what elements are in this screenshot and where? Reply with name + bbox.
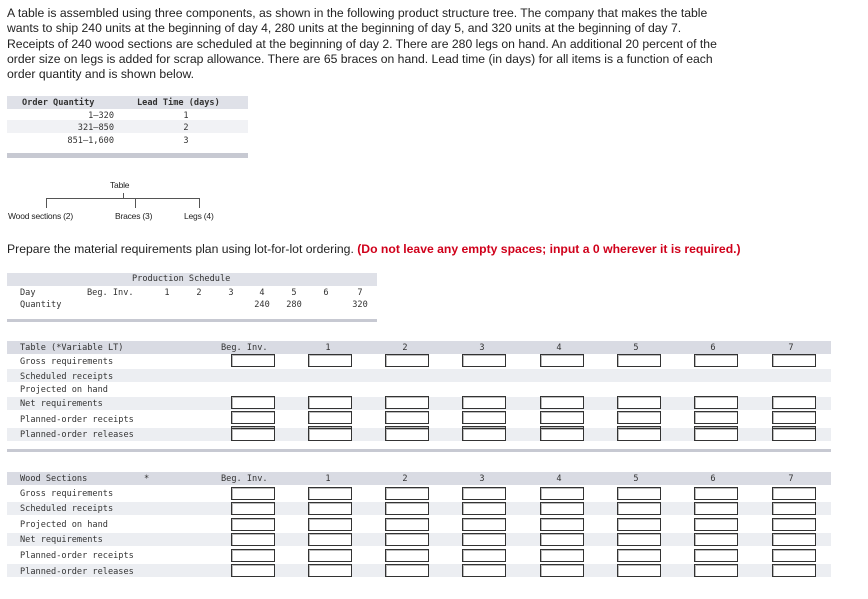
mrp-wood-input-r4-day7[interactable] (772, 533, 816, 546)
tree-node-legs: Legs (4) (184, 211, 214, 221)
instruction-warning: (Do not leave any empty spaces; input a 0 wherever it is required.) (357, 242, 741, 256)
mrp-table-input-r5-beg-inv[interactable] (231, 428, 275, 441)
mrp-wood-input-r5-day4[interactable] (540, 549, 584, 562)
lead-time-col-lt: Lead Time (days) (137, 98, 220, 108)
mrp-wood-day: 2 (402, 474, 408, 484)
mrp-table-input-r1-day7[interactable] (772, 354, 816, 367)
mrp-wood-input-r2-day3[interactable] (462, 502, 506, 515)
mrp-wood-input-r4-day2[interactable] (385, 533, 429, 546)
mrp-wood-row-label: Scheduled receipts (20, 504, 114, 514)
mrp-wood-input-r3-day5[interactable] (617, 518, 661, 531)
mrp-wood-input-r6-day3[interactable] (462, 564, 506, 577)
mrp-wood-input-r2-beg-inv[interactable] (231, 502, 275, 515)
mrp-wood-input-r1-day3[interactable] (462, 487, 506, 500)
mrp-wood-row-label: Projected on hand (20, 520, 108, 530)
schedule-footer-rule (7, 319, 377, 322)
lead-time-col-qty: Order Quantity (22, 98, 95, 108)
mrp-wood-day: 3 (479, 474, 485, 484)
mrp-wood-input-r2-day2[interactable] (385, 502, 429, 515)
lead-time-value: 2 (183, 123, 189, 133)
mrp-wood-day: 4 (556, 474, 562, 484)
mrp-wood-input-r2-day1[interactable] (308, 502, 352, 515)
mrp-table-day: 3 (479, 343, 485, 353)
mrp-wood-input-r2-day4[interactable] (540, 502, 584, 515)
mrp-table-day: 2 (402, 343, 408, 353)
mrp-table-input-r3-day7[interactable] (772, 411, 816, 424)
mrp-wood-input-r6-day4[interactable] (540, 564, 584, 577)
mrp-wood-input-r4-day3[interactable] (462, 533, 506, 546)
mrp-wood-input-r4-day4[interactable] (540, 533, 584, 546)
mrp-wood-input-r4-day6[interactable] (694, 533, 738, 546)
schedule-quantity: 240 (254, 300, 270, 310)
mrp-table-input-r1-day4[interactable] (540, 354, 584, 367)
mrp-wood-input-r1-day1[interactable] (308, 487, 352, 500)
mrp-wood-row-label: Gross requirements (20, 489, 114, 499)
mrp-table-row-label: Planned-order releases (20, 430, 134, 440)
mrp-table-input-r2-day7[interactable] (772, 396, 816, 409)
mrp-table-input-r2-day5[interactable] (617, 396, 661, 409)
mrp-table-input-r1-day1[interactable] (308, 354, 352, 367)
mrp-table-day: 6 (710, 343, 716, 353)
schedule-quantity-label: Quantity (20, 300, 62, 310)
mrp-wood-star: * (144, 474, 150, 484)
mrp-table-row-label: Net requirements (20, 399, 103, 409)
mrp-table-input-r2-day6[interactable] (694, 396, 738, 409)
mrp-table-input-r1-day6[interactable] (694, 354, 738, 367)
mrp-table-input-r1-day3[interactable] (462, 354, 506, 367)
tree-connector (199, 198, 200, 208)
mrp-wood-input-r3-day7[interactable] (772, 518, 816, 531)
mrp-table-day: 4 (556, 343, 562, 353)
mrp-table-input-r5-day3[interactable] (462, 428, 506, 441)
tree-root-label: Table (110, 180, 130, 190)
tree-connector (135, 198, 136, 208)
mrp-wood-input-r1-day6[interactable] (694, 487, 738, 500)
problem-line: order quantity and is shown below. (7, 67, 194, 82)
mrp-wood-input-r5-day6[interactable] (694, 549, 738, 562)
mrp-wood-input-r6-day1[interactable] (308, 564, 352, 577)
mrp-table-input-r3-day2[interactable] (385, 411, 429, 424)
row-band (7, 369, 831, 382)
mrp-wood-title: Wood Sections (20, 474, 88, 484)
mrp-table-input-r3-day6[interactable] (694, 411, 738, 424)
mrp-wood-input-r3-day4[interactable] (540, 518, 584, 531)
mrp-wood-day: 6 (710, 474, 716, 484)
lead-time-value: 1 (183, 111, 189, 121)
mrp-wood-input-r2-day6[interactable] (694, 502, 738, 515)
mrp-table-row-label: Planned-order receipts (20, 415, 134, 425)
mrp-wood-input-r1-day7[interactable] (772, 487, 816, 500)
lead-time-qty: 321–850 (77, 123, 114, 133)
schedule-quantity: 320 (352, 300, 368, 310)
mrp-table-row-label: Scheduled receipts (20, 372, 114, 382)
mrp-table-input-r3-day4[interactable] (540, 411, 584, 424)
mrp-wood-input-r6-day2[interactable] (385, 564, 429, 577)
mrp-table-footer-rule (7, 449, 831, 452)
mrp-table-input-r2-day4[interactable] (540, 396, 584, 409)
mrp-wood-input-r1-beg-inv[interactable] (231, 487, 275, 500)
lead-time-footer-rule (7, 153, 248, 158)
mrp-table-row-label: Gross requirements (20, 357, 114, 367)
mrp-table-input-r3-day5[interactable] (617, 411, 661, 424)
mrp-wood-input-r5-day2[interactable] (385, 549, 429, 562)
mrp-table-input-r3-day3[interactable] (462, 411, 506, 424)
mrp-table-input-r5-day4[interactable] (540, 428, 584, 441)
mrp-table-input-r5-day5[interactable] (617, 428, 661, 441)
mrp-table-day: 7 (788, 343, 794, 353)
instruction (7, 242, 741, 256)
tree-connector (46, 198, 47, 208)
mrp-table-input-r5-day1[interactable] (308, 428, 352, 441)
problem-line: A table is assembled using three components, as shown in the following product structure tree. The company that makes the table (7, 6, 708, 20)
tree-connector (46, 198, 200, 199)
mrp-table-input-r5-day2[interactable] (385, 428, 429, 441)
mrp-wood-input-r4-day5[interactable] (617, 533, 661, 546)
mrp-wood-row-label: Net requirements (20, 535, 103, 545)
mrp-wood-input-r3-beg-inv[interactable] (231, 518, 275, 531)
mrp-table-day: 1 (325, 343, 331, 353)
mrp-table-input-r5-day7[interactable] (772, 428, 816, 441)
mrp-table-input-r2-day1[interactable] (308, 396, 352, 409)
mrp-wood-input-r3-day2[interactable] (385, 518, 429, 531)
schedule-day: 6 (323, 288, 329, 298)
mrp-wood-input-r6-day5[interactable] (617, 564, 661, 577)
mrp-wood-input-r1-day2[interactable] (385, 487, 429, 500)
mrp-table-input-r3-day1[interactable] (308, 411, 352, 424)
mrp-wood-day: 1 (325, 474, 331, 484)
mrp-table-input-r1-beg-inv[interactable] (231, 354, 275, 367)
mrp-wood-day: 7 (788, 474, 794, 484)
problem-line: wants to ship 240 units at the beginning of day 4, 280 units at the beginning of day 5, and 320 units at the beginning of day 7. (7, 21, 682, 36)
schedule-day: 1 (164, 288, 170, 298)
mrp-wood-input-r6-day7[interactable] (772, 564, 816, 577)
mrp-wood-day: 5 (633, 474, 639, 484)
mrp-table-beg-inv-label: Beg. Inv. (221, 343, 268, 353)
problem-statement (7, 6, 857, 82)
mrp-wood-input-r4-beg-inv[interactable] (231, 533, 275, 546)
schedule-day: 3 (228, 288, 234, 298)
schedule-day-label: Day (20, 288, 36, 298)
lead-time-value: 3 (183, 136, 189, 146)
tree-node-wood: Wood sections (2) (8, 211, 73, 221)
mrp-wood-input-r3-day1[interactable] (308, 518, 352, 531)
mrp-wood-input-r3-day6[interactable] (694, 518, 738, 531)
problem-line: order size on legs is added for scrap allowance. There are 65 braces on hand. Lead time (in days) for all items is a function of each (7, 51, 713, 66)
mrp-wood-input-r5-day3[interactable] (462, 549, 506, 562)
mrp-table-input-r5-day6[interactable] (694, 428, 738, 441)
mrp-wood-input-r2-day5[interactable] (617, 502, 661, 515)
schedule-day: 2 (196, 288, 202, 298)
lead-time-qty: 851–1,600 (67, 136, 114, 146)
mrp-table-input-r2-beg-inv[interactable] (231, 396, 275, 409)
mrp-table-day: 5 (633, 343, 639, 353)
mrp-wood-input-r1-day4[interactable] (540, 487, 584, 500)
schedule-day: 5 (291, 288, 297, 298)
schedule-beg-inv-label: Beg. Inv. (87, 288, 134, 298)
schedule-day: 4 (259, 288, 265, 298)
tree-node-braces: Braces (3) (115, 211, 153, 221)
mrp-wood-input-r1-day5[interactable] (617, 487, 661, 500)
mrp-wood-beg-inv-label: Beg. Inv. (221, 474, 268, 484)
mrp-wood-input-r5-day1[interactable] (308, 549, 352, 562)
mrp-wood-row-label: Planned-order releases (20, 567, 134, 577)
mrp-wood-input-r2-day7[interactable] (772, 502, 816, 515)
mrp-wood-input-r3-day3[interactable] (462, 518, 506, 531)
schedule-title: Production Schedule (132, 274, 231, 284)
mrp-table-input-r2-day2[interactable] (385, 396, 429, 409)
mrp-wood-input-r5-beg-inv[interactable] (231, 549, 275, 562)
mrp-table-input-r1-day5[interactable] (617, 354, 661, 367)
schedule-quantity: 280 (286, 300, 302, 310)
mrp-table-input-r1-day2[interactable] (385, 354, 429, 367)
mrp-table-row-label: Projected on hand (20, 385, 108, 395)
mrp-wood-row-label: Planned-order receipts (20, 551, 134, 561)
instruction-text: Prepare the material requirements plan using lot-for-lot ordering. (7, 242, 354, 256)
mrp-table-title: Table (*Variable LT) (20, 343, 124, 353)
mrp-table-input-r2-day3[interactable] (462, 396, 506, 409)
mrp-wood-input-r6-beg-inv[interactable] (231, 564, 275, 577)
mrp-wood-input-r6-day6[interactable] (694, 564, 738, 577)
mrp-table-input-r3-beg-inv[interactable] (231, 411, 275, 424)
mrp-wood-input-r5-day7[interactable] (772, 549, 816, 562)
mrp-wood-input-r4-day1[interactable] (308, 533, 352, 546)
mrp-wood-input-r5-day5[interactable] (617, 549, 661, 562)
problem-line: Receipts of 240 wood sections are scheduled at the beginning of day 2. There are 280 legs on hand. An additional 20 percent of the (7, 36, 717, 51)
schedule-day: 7 (357, 288, 363, 298)
lead-time-qty: 1–320 (88, 111, 114, 121)
